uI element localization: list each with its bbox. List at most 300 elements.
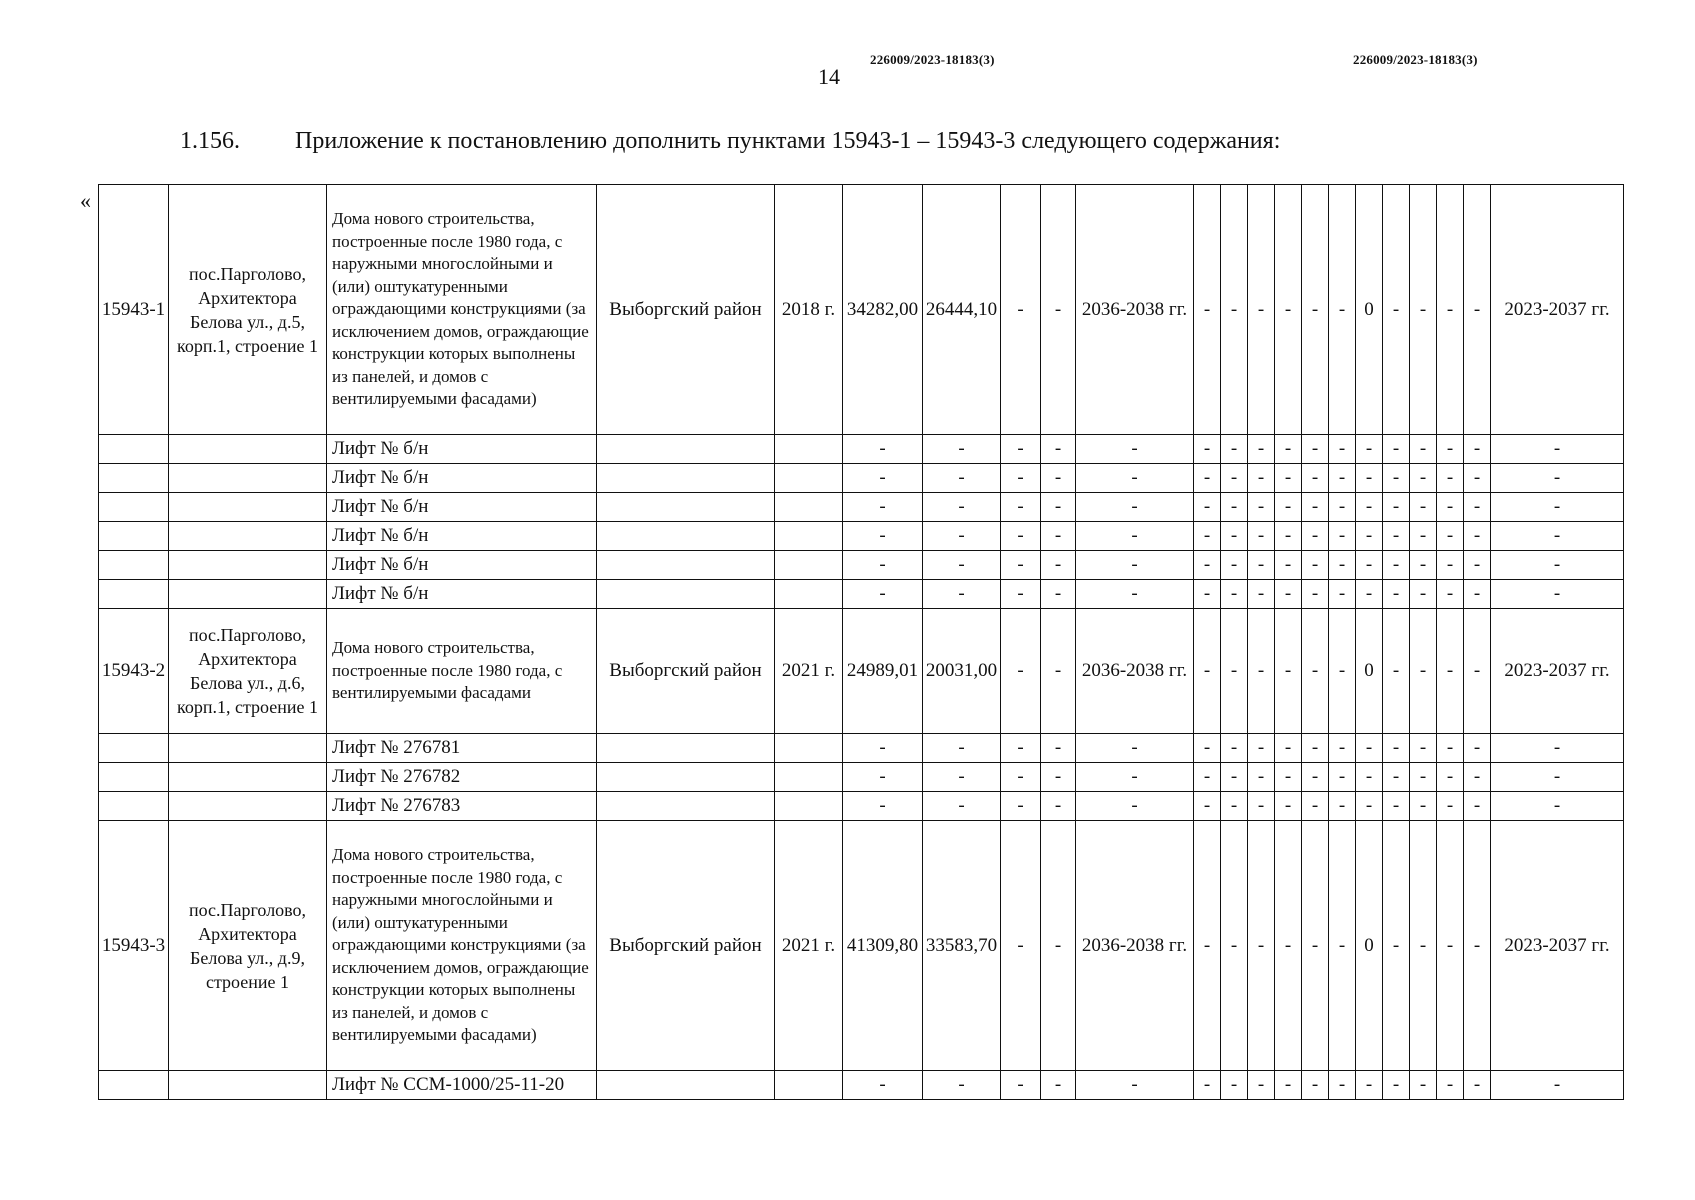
row-mark: -: [1302, 185, 1329, 435]
lift-dash-cell: -: [1248, 551, 1275, 580]
row-mark: -: [1275, 609, 1302, 734]
lift-dash-cell: -: [1221, 734, 1248, 763]
table-row-lift: [99, 464, 1624, 493]
lift-empty-cell: [775, 763, 843, 792]
lift-dash-cell: -: [1356, 792, 1383, 821]
lift-dash-cell: -: [843, 551, 923, 580]
lift-dash-cell: -: [1041, 493, 1076, 522]
lift-name: Лифт № 276781: [327, 734, 597, 763]
table-row-lift: [99, 493, 1624, 522]
lift-name: Лифт № б/н: [327, 493, 597, 522]
lift-empty-cell: [597, 522, 775, 551]
lift-dash-cell: -: [1194, 792, 1221, 821]
lift-dash-cell: -: [1248, 435, 1275, 464]
lift-dash-cell: -: [1076, 580, 1194, 609]
row-mark: 0: [1356, 609, 1383, 734]
lift-dash-cell: -: [843, 734, 923, 763]
row-mark: -: [1329, 609, 1356, 734]
row-mark: -: [1410, 609, 1437, 734]
lift-dash-cell: -: [1302, 464, 1329, 493]
lift-dash-cell: -: [1001, 464, 1041, 493]
row-mark: -: [1194, 609, 1221, 734]
lift-dash-cell: -: [843, 1071, 923, 1100]
lift-dash-cell: -: [1001, 734, 1041, 763]
lift-dash-cell: -: [1041, 464, 1076, 493]
row-mark: -: [1221, 185, 1248, 435]
lift-empty-cell: [775, 1071, 843, 1100]
row-address: пос.Парголово, Архитектора Белова ул., д.5, корп.1, строение 1: [169, 185, 327, 435]
lift-dash-cell: -: [1041, 792, 1076, 821]
lift-empty-cell: [597, 435, 775, 464]
lift-dash-cell: -: [1329, 1071, 1356, 1100]
lift-dash-cell: -: [1248, 580, 1275, 609]
row-description: Дома нового строительства, построенные после 1980 года, с вентилируемыми фасадами: [327, 609, 597, 734]
lift-dash-cell: -: [1275, 522, 1302, 551]
row-id: 15943-1: [99, 185, 169, 435]
lift-empty-cell: [99, 734, 169, 763]
lift-empty-cell: [597, 1071, 775, 1100]
lift-dash-cell: -: [1464, 763, 1491, 792]
row-mark: -: [1221, 821, 1248, 1071]
lift-dash-cell: -: [1001, 792, 1041, 821]
row-col-1: -: [1001, 821, 1041, 1071]
lift-dash-cell: -: [1329, 493, 1356, 522]
lift-dash-cell: -: [1437, 580, 1464, 609]
lift-dash-cell: -: [1275, 464, 1302, 493]
row-mark: -: [1437, 821, 1464, 1071]
row-district: Выборгский район: [597, 821, 775, 1071]
lift-dash-cell: -: [923, 522, 1001, 551]
table-row-lift: [99, 1071, 1624, 1100]
lift-name: Лифт № б/н: [327, 435, 597, 464]
row-mark: -: [1464, 609, 1491, 734]
lift-dash-cell: -: [1356, 580, 1383, 609]
lift-empty-cell: [597, 734, 775, 763]
row-mark: -: [1248, 609, 1275, 734]
row-area-living: 26444,10: [923, 185, 1001, 435]
lift-dash-cell: -: [1437, 493, 1464, 522]
lift-dash-cell: -: [1001, 580, 1041, 609]
lift-dash-cell: -: [1383, 792, 1410, 821]
lift-dash-cell: -: [1302, 435, 1329, 464]
lift-dash-cell: -: [1302, 792, 1329, 821]
lift-empty-cell: [775, 522, 843, 551]
lift-dash-cell: -: [1437, 522, 1464, 551]
lift-dash-cell: -: [923, 763, 1001, 792]
lift-dash-cell: -: [1356, 551, 1383, 580]
row-mark: -: [1275, 185, 1302, 435]
lift-empty-cell: [775, 464, 843, 493]
row-year: 2021 г.: [775, 609, 843, 734]
lift-dash-cell: -: [923, 1071, 1001, 1100]
row-mark: -: [1248, 185, 1275, 435]
lift-dash-cell: -: [1302, 493, 1329, 522]
lift-dash-cell: -: [1464, 551, 1491, 580]
lift-dash-cell: -: [1464, 734, 1491, 763]
row-area-living: 33583,70: [923, 821, 1001, 1071]
lift-dash-cell: -: [1275, 763, 1302, 792]
lift-dash-cell: -: [1194, 734, 1221, 763]
row-id: 15943-3: [99, 821, 169, 1071]
row-mark: -: [1383, 185, 1410, 435]
row-mark: -: [1275, 821, 1302, 1071]
lift-dash-cell: -: [923, 464, 1001, 493]
lift-dash-cell: -: [1041, 551, 1076, 580]
lift-dash-cell: -: [1464, 522, 1491, 551]
lift-empty-cell: [99, 493, 169, 522]
clause-number: 1.156.: [180, 128, 240, 154]
lift-dash-cell: -: [1302, 734, 1329, 763]
lift-empty-cell: [775, 734, 843, 763]
row-mark: -: [1302, 821, 1329, 1071]
lift-dash-cell: -: [1410, 435, 1437, 464]
row-mark: -: [1194, 185, 1221, 435]
lift-dash-cell: -: [1410, 763, 1437, 792]
lift-dash-cell: -: [843, 763, 923, 792]
lift-empty-cell: [99, 551, 169, 580]
lift-dash-cell: -: [1329, 580, 1356, 609]
lift-empty-cell: [99, 580, 169, 609]
row-col-2: -: [1041, 821, 1076, 1071]
lift-empty-cell: [99, 792, 169, 821]
lift-dash-cell: -: [1221, 435, 1248, 464]
page-number: 14: [818, 64, 840, 89]
lift-empty-cell: [99, 464, 169, 493]
lift-dash-cell: -: [1076, 1071, 1194, 1100]
lift-dash-cell: -: [1001, 435, 1041, 464]
row-col-1: -: [1001, 609, 1041, 734]
table-row-main: [99, 609, 1624, 734]
row-col-2: -: [1041, 609, 1076, 734]
clause-text: Приложение к постановлению дополнить пунктами 15943-1 – 15943-3 следующего содержания:: [295, 128, 1281, 154]
lift-empty-cell: [597, 551, 775, 580]
lift-dash-cell: -: [923, 551, 1001, 580]
lift-dash-cell: -: [1041, 1071, 1076, 1100]
table-row-lift: [99, 734, 1624, 763]
lift-name: Лифт № б/н: [327, 580, 597, 609]
lift-dash-cell: -: [1356, 435, 1383, 464]
lift-dash-cell: -: [1491, 734, 1624, 763]
row-mark: 0: [1356, 821, 1383, 1071]
lift-dash-cell: -: [1491, 792, 1624, 821]
lift-dash-cell: -: [1275, 792, 1302, 821]
lift-dash-cell: -: [1410, 493, 1437, 522]
lift-dash-cell: -: [1410, 792, 1437, 821]
lift-dash-cell: -: [1221, 763, 1248, 792]
lift-dash-cell: -: [1275, 734, 1302, 763]
lift-empty-cell: [775, 580, 843, 609]
lift-dash-cell: -: [1076, 464, 1194, 493]
row-term: 2023-2037 гг.: [1491, 185, 1624, 435]
lift-dash-cell: -: [1275, 493, 1302, 522]
lift-dash-cell: -: [1248, 763, 1275, 792]
lift-name: Лифт № ССМ-1000/25-11-20: [327, 1071, 597, 1100]
lift-dash-cell: -: [1464, 1071, 1491, 1100]
lift-empty-cell: [169, 493, 327, 522]
lift-dash-cell: -: [1491, 464, 1624, 493]
lift-dash-cell: -: [1221, 792, 1248, 821]
lift-dash-cell: -: [1329, 763, 1356, 792]
lift-dash-cell: -: [1464, 792, 1491, 821]
row-mark: 0: [1356, 185, 1383, 435]
lift-dash-cell: -: [1383, 522, 1410, 551]
lift-empty-cell: [597, 580, 775, 609]
lift-dash-cell: -: [1437, 734, 1464, 763]
lift-dash-cell: -: [1221, 493, 1248, 522]
lift-dash-cell: -: [1437, 435, 1464, 464]
lift-dash-cell: -: [1076, 792, 1194, 821]
lift-dash-cell: -: [1275, 1071, 1302, 1100]
row-district: Выборгский район: [597, 185, 775, 435]
lift-dash-cell: -: [1329, 551, 1356, 580]
lift-dash-cell: -: [1001, 763, 1041, 792]
row-area-total: 24989,01: [843, 609, 923, 734]
table-row-lift: [99, 763, 1624, 792]
row-area-total: 34282,00: [843, 185, 923, 435]
row-id: 15943-2: [99, 609, 169, 734]
lift-dash-cell: -: [843, 435, 923, 464]
lift-dash-cell: -: [1001, 493, 1041, 522]
lift-dash-cell: -: [923, 580, 1001, 609]
lift-empty-cell: [99, 1071, 169, 1100]
lift-dash-cell: -: [1356, 493, 1383, 522]
lift-name: Лифт № б/н: [327, 551, 597, 580]
table-row-lift: [99, 435, 1624, 464]
lift-dash-cell: -: [1464, 493, 1491, 522]
lift-empty-cell: [597, 493, 775, 522]
row-year: 2018 г.: [775, 185, 843, 435]
document-id-left: 226009/2023-18183(3): [870, 52, 995, 67]
lift-dash-cell: -: [1194, 435, 1221, 464]
lift-empty-cell: [169, 734, 327, 763]
lift-dash-cell: -: [1329, 792, 1356, 821]
lift-empty-cell: [169, 464, 327, 493]
table-row-lift: [99, 792, 1624, 821]
lift-dash-cell: -: [1383, 734, 1410, 763]
row-col-2: -: [1041, 185, 1076, 435]
lift-dash-cell: -: [1410, 1071, 1437, 1100]
lift-dash-cell: -: [1076, 493, 1194, 522]
lift-dash-cell: -: [1437, 792, 1464, 821]
row-mark: -: [1464, 821, 1491, 1071]
lift-dash-cell: -: [1356, 763, 1383, 792]
lift-dash-cell: -: [1194, 580, 1221, 609]
lift-name: Лифт № 276782: [327, 763, 597, 792]
lift-dash-cell: -: [1302, 763, 1329, 792]
lift-empty-cell: [775, 792, 843, 821]
row-mark: -: [1329, 185, 1356, 435]
table-row-lift: [99, 580, 1624, 609]
lift-dash-cell: -: [1041, 734, 1076, 763]
lift-empty-cell: [597, 464, 775, 493]
lift-dash-cell: -: [1302, 522, 1329, 551]
row-address: пос.Парголово, Архитектора Белова ул., д.6, корп.1, строение 1: [169, 609, 327, 734]
lift-dash-cell: -: [1194, 763, 1221, 792]
lift-dash-cell: -: [1410, 522, 1437, 551]
lift-dash-cell: -: [1041, 763, 1076, 792]
table-row-main: [99, 185, 1624, 435]
row-term: 2023-2037 гг.: [1491, 609, 1624, 734]
lift-dash-cell: -: [1464, 580, 1491, 609]
lift-dash-cell: -: [1464, 435, 1491, 464]
lift-dash-cell: -: [1383, 763, 1410, 792]
lift-name: Лифт № б/н: [327, 522, 597, 551]
lift-dash-cell: -: [1302, 580, 1329, 609]
lift-dash-cell: -: [1464, 464, 1491, 493]
lift-dash-cell: -: [1194, 522, 1221, 551]
lift-dash-cell: -: [1076, 551, 1194, 580]
lift-empty-cell: [169, 522, 327, 551]
lift-dash-cell: -: [1437, 551, 1464, 580]
lift-dash-cell: -: [1302, 1071, 1329, 1100]
row-description: Дома нового строительства, построенные после 1980 года, с наружными многослойными и (или) оштукатуренными ограждающими конструкциями (за исключением домов, ограждающие конструкции которых выполнены из панелей, и домов с вентилируемыми фасадами): [327, 185, 597, 435]
lift-empty-cell: [169, 792, 327, 821]
lift-empty-cell: [169, 763, 327, 792]
lift-dash-cell: -: [1248, 792, 1275, 821]
table-row-main: [99, 821, 1624, 1071]
lift-dash-cell: -: [923, 435, 1001, 464]
lift-dash-cell: -: [843, 522, 923, 551]
row-year: 2021 г.: [775, 821, 843, 1071]
lift-dash-cell: -: [1076, 734, 1194, 763]
lift-dash-cell: -: [1248, 522, 1275, 551]
lift-dash-cell: -: [1329, 464, 1356, 493]
lift-dash-cell: -: [1001, 522, 1041, 551]
lift-dash-cell: -: [1076, 763, 1194, 792]
row-mark: -: [1302, 609, 1329, 734]
lift-empty-cell: [99, 763, 169, 792]
lift-dash-cell: -: [1437, 464, 1464, 493]
row-mark: -: [1410, 185, 1437, 435]
lift-dash-cell: -: [1275, 551, 1302, 580]
lift-dash-cell: -: [1041, 580, 1076, 609]
row-col-1: -: [1001, 185, 1041, 435]
lift-dash-cell: -: [1383, 435, 1410, 464]
lift-empty-cell: [597, 792, 775, 821]
lift-empty-cell: [99, 522, 169, 551]
lift-dash-cell: -: [1491, 493, 1624, 522]
lift-dash-cell: -: [843, 493, 923, 522]
lift-dash-cell: -: [1302, 551, 1329, 580]
lift-dash-cell: -: [1491, 763, 1624, 792]
lift-dash-cell: -: [1356, 522, 1383, 551]
lift-dash-cell: -: [1410, 580, 1437, 609]
lift-dash-cell: -: [1221, 1071, 1248, 1100]
lift-dash-cell: -: [1491, 1071, 1624, 1100]
lift-dash-cell: -: [1221, 464, 1248, 493]
lift-empty-cell: [775, 493, 843, 522]
row-period: 2036-2038 гг.: [1076, 821, 1194, 1071]
lift-name: Лифт № 276783: [327, 792, 597, 821]
lift-dash-cell: -: [1221, 551, 1248, 580]
row-mark: -: [1248, 821, 1275, 1071]
row-mark: -: [1410, 821, 1437, 1071]
lift-dash-cell: -: [1194, 493, 1221, 522]
table-row-lift: [99, 522, 1624, 551]
lift-dash-cell: -: [1001, 551, 1041, 580]
lift-dash-cell: -: [1383, 551, 1410, 580]
lift-dash-cell: -: [1329, 734, 1356, 763]
lift-dash-cell: -: [1437, 763, 1464, 792]
lift-dash-cell: -: [1076, 522, 1194, 551]
lift-dash-cell: -: [923, 792, 1001, 821]
row-mark: -: [1383, 609, 1410, 734]
lift-dash-cell: -: [1194, 464, 1221, 493]
lift-dash-cell: -: [923, 493, 1001, 522]
lift-name: Лифт № б/н: [327, 464, 597, 493]
lift-dash-cell: -: [843, 580, 923, 609]
row-term: 2023-2037 гг.: [1491, 821, 1624, 1071]
lift-dash-cell: -: [1491, 435, 1624, 464]
row-district: Выборгский район: [597, 609, 775, 734]
lift-dash-cell: -: [1221, 522, 1248, 551]
lift-dash-cell: -: [1194, 1071, 1221, 1100]
lift-empty-cell: [597, 763, 775, 792]
lift-dash-cell: -: [1194, 551, 1221, 580]
lift-empty-cell: [169, 1071, 327, 1100]
row-period: 2036-2038 гг.: [1076, 609, 1194, 734]
lift-dash-cell: -: [1221, 580, 1248, 609]
lift-dash-cell: -: [1001, 1071, 1041, 1100]
row-address: пос.Парголово, Архитектора Белова ул., д.9, строение 1: [169, 821, 327, 1071]
housing-table: [98, 184, 1624, 1100]
lift-dash-cell: -: [1491, 522, 1624, 551]
lift-dash-cell: -: [1383, 1071, 1410, 1100]
lift-dash-cell: -: [1383, 493, 1410, 522]
row-area-total: 41309,80: [843, 821, 923, 1071]
lift-dash-cell: -: [1383, 580, 1410, 609]
row-mark: -: [1194, 821, 1221, 1071]
lift-empty-cell: [169, 551, 327, 580]
lift-dash-cell: -: [1383, 464, 1410, 493]
row-mark: -: [1464, 185, 1491, 435]
lift-dash-cell: -: [843, 464, 923, 493]
lift-dash-cell: -: [1041, 522, 1076, 551]
lift-dash-cell: -: [1329, 522, 1356, 551]
lift-empty-cell: [775, 551, 843, 580]
lift-dash-cell: -: [1491, 580, 1624, 609]
row-description: Дома нового строительства, построенные после 1980 года, с наружными многослойными и (или) оштукатуренными ограждающими конструкциями (за исключением домов, ограждающие конструкции которых выполнены из панелей, и домов с вентилируемыми фасадами): [327, 821, 597, 1071]
row-mark: -: [1329, 821, 1356, 1071]
table-row-lift: [99, 551, 1624, 580]
lift-dash-cell: -: [1041, 435, 1076, 464]
lift-dash-cell: -: [1410, 551, 1437, 580]
row-mark: -: [1383, 821, 1410, 1071]
lift-dash-cell: -: [1356, 734, 1383, 763]
lift-dash-cell: -: [1248, 734, 1275, 763]
lift-dash-cell: -: [1410, 734, 1437, 763]
lift-dash-cell: -: [1248, 1071, 1275, 1100]
lift-dash-cell: -: [1491, 551, 1624, 580]
row-mark: -: [1437, 185, 1464, 435]
lift-empty-cell: [169, 580, 327, 609]
lift-dash-cell: -: [1410, 464, 1437, 493]
document-id-right: 226009/2023-18183(3): [1353, 52, 1478, 67]
lift-dash-cell: -: [1437, 1071, 1464, 1100]
lift-empty-cell: [169, 435, 327, 464]
lift-dash-cell: -: [923, 734, 1001, 763]
lift-dash-cell: -: [1076, 435, 1194, 464]
lift-dash-cell: -: [1248, 493, 1275, 522]
lift-dash-cell: -: [1356, 464, 1383, 493]
lift-dash-cell: -: [1356, 1071, 1383, 1100]
lift-dash-cell: -: [1329, 435, 1356, 464]
lift-empty-cell: [775, 435, 843, 464]
row-mark: -: [1221, 609, 1248, 734]
lift-dash-cell: -: [1248, 464, 1275, 493]
lift-dash-cell: -: [1275, 580, 1302, 609]
lift-dash-cell: -: [843, 792, 923, 821]
